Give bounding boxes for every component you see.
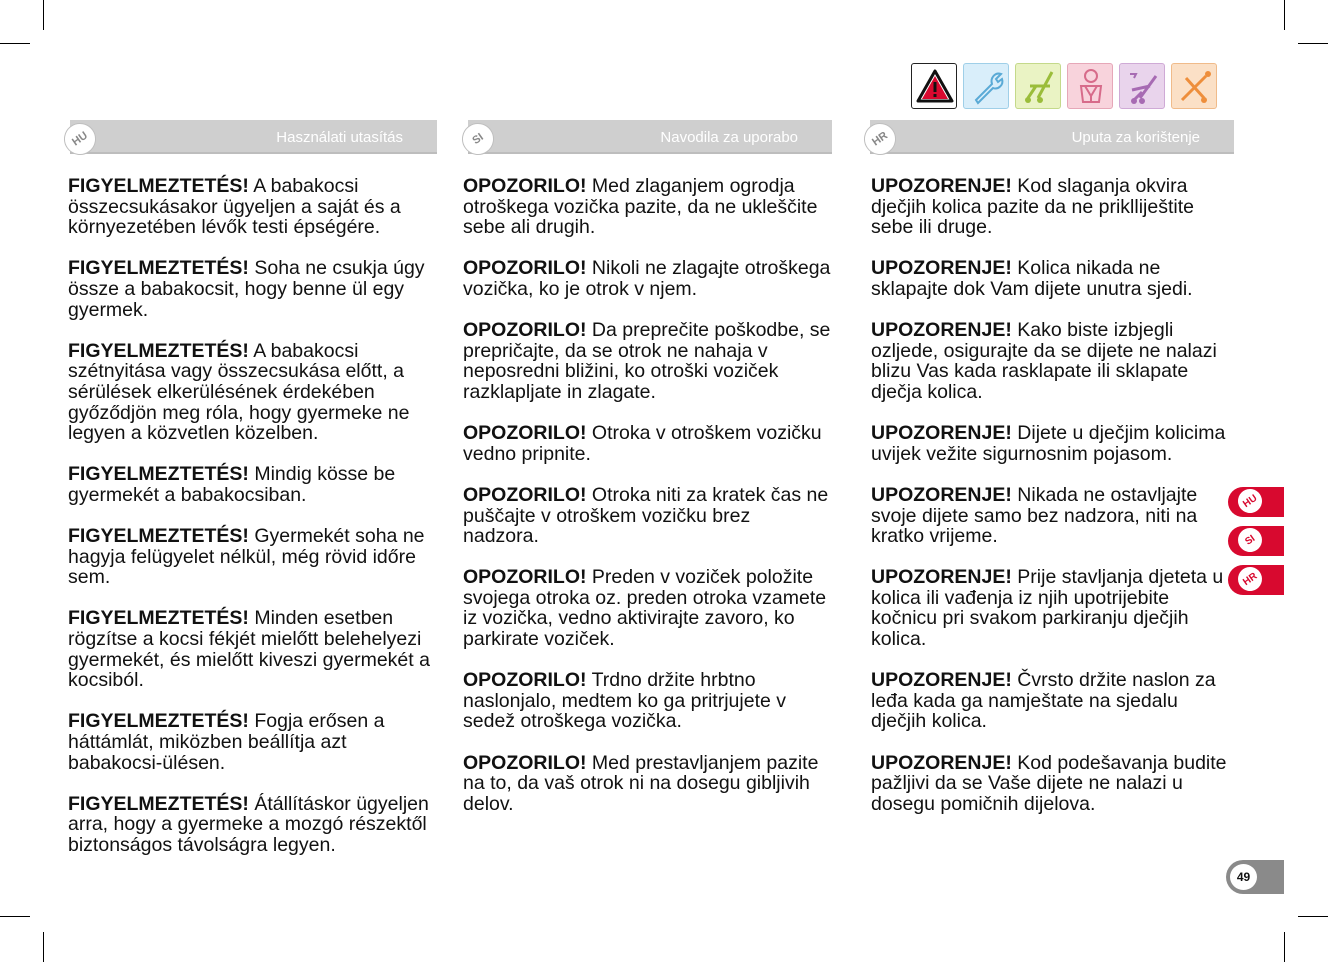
warning-label: OPOZORILO! [463,257,587,280]
warning-paragraph [463,567,831,649]
warning-text: Otroka v otroškem vozičku vedno pripnite. [463,422,822,465]
crop-mark [43,0,44,30]
warning-paragraph [871,753,1233,815]
column-title-si: Navodila za uporabo [660,129,798,146]
crop-mark [1298,43,1328,44]
column-header-si [468,120,832,154]
stroller-icon [1015,63,1061,109]
warning-paragraph [68,258,436,320]
side-tab-si[interactable] [1228,526,1284,556]
warning-text: Kako biste izbjegli ozljede, osigurajte da se dijete ne nalazi blizu Vas kada rasklapate ili sklapate dječja kolica. [871,319,1217,403]
warning-label: OPOZORILO! [463,483,587,506]
warning-label: FIGYELMEZTETÉS! [68,257,249,280]
warning-paragraph [68,608,436,690]
warning-paragraph [871,670,1233,732]
language-badge-si: SI [456,117,501,162]
warning-paragraph [871,320,1233,402]
warning-paragraph [871,567,1233,649]
warning-label: UPOZORENJE! [871,422,1012,445]
warning-label: OPOZORILO! [463,319,587,342]
warning-text: Átállításkor ügyeljen arra, hogy a gyermeke a mozgó részektől biztonságos távolságra legyen. [68,792,429,856]
warning-label: UPOZORENJE! [871,669,1012,692]
warning-text: Trdno držite hrbtno naslonjalo, medtem ko ga pritrjujete v sedež otroškega vozička. [463,669,786,733]
warning-label: OPOZORILO! [463,566,587,589]
crop-mark [1284,932,1285,962]
warning-text: Otroka niti za kratek čas ne puščajte v otroškem vozičku brez nadzora. [463,483,829,548]
warning-text: A babakocsi összecsukásakor ügyeljen a saját és a környezetében lévők testi épségére. [68,175,401,239]
child-harness-icon [1067,63,1113,109]
warning-text: Kod slaganja okvira dječjih kolica pazite da ne priklliještite sebe ili druge. [871,175,1194,239]
side-tab-hr[interactable] [1228,565,1284,595]
warning-label: OPOZORILO! [463,422,587,445]
warning-paragraph [463,423,831,464]
warning-text: Mindig kösse be gyermekét a babakocsiban. [68,463,396,506]
warning-paragraph [68,794,436,856]
warning-label: FIGYELMEZTETÉS! [68,463,249,486]
warning-text: A babakocsi szétnyitása vagy összecsukása előtt, a sérülések elkerülésének érdekében győződjön meg róla, hogy gyermeke ne legyen a közvetlen közelben. [68,339,410,445]
warning-paragraph [68,176,436,238]
warning-text: Minden esetben rögzítse a kocsi fékjét mielőtt belehelyezi gyermekét, és mielőtt kiveszi gyermekét a kocsiból. [68,607,430,692]
side-tab-hu[interactable] [1228,487,1284,517]
warning-icon [911,63,957,109]
warning-label: FIGYELMEZTETÉS! [68,792,249,815]
warning-text: Prije stavljanja djeteta u kolica ili vađenja iz njih upotrijebite kočnicu pri svakom parkiranju dječjih kolica. [871,566,1224,651]
warning-text: Čvrsto držite naslon za leđa kada ga namještate na sjedalu dječjih kolica. [871,669,1216,733]
language-badge-hu: HU [58,117,103,162]
warning-paragraph [68,341,436,444]
warning-text: Nikada ne ostavljajte svoje dijete samo bez nadzora, niti na kratko vrijeme. [871,483,1198,548]
warning-text: Gyermekét soha ne hagyja felügyelet nélkül, még rövid időre sem. [68,525,425,589]
warning-text: Med zlaganjem ogrodja otroškega vozička pazite, da ne ukleščite sebe ali drugih. [463,175,818,239]
column-text-si [463,176,831,835]
warning-text: Kod podešavanja budite pažljivi da se Vaše dijete ne nalazi u dosegu pomičnih dijelova. [871,751,1227,815]
warning-label: FIGYELMEZTETÉS! [68,175,249,197]
crop-mark [0,43,30,44]
warning-paragraph [463,485,831,547]
warning-text: Da preprečite poškodbe, se prepričajte, da se otrok ne nahaja v neposredni bližini, ko otroški voziček razklapljate in zlagate. [463,319,831,403]
warning-text: Kolica nikada ne sklapajte dok Vam dijete unutra sjedi. [871,257,1193,300]
column-title-hu: Használati utasítás [276,129,403,146]
warning-label: UPOZORENJE! [871,257,1012,280]
crop-mark [43,932,44,962]
warning-paragraph [463,320,831,402]
warning-text: Med prestavljanjem pazite na to, da vaš otrok ni na dosegu gibljivih delov. [463,751,819,815]
warning-paragraph [871,176,1233,238]
column-title-hr: Uputa za korištenje [1071,129,1200,146]
column-header-hu [70,120,437,154]
warning-label: UPOZORENJE! [871,566,1012,589]
warning-label: UPOZORENJE! [871,319,1012,342]
warning-text: Dijete u dječjim kolicima uvijek vežite sigurnosnim pojasom. [871,422,1226,465]
warning-label: FIGYELMEZTETÉS! [68,339,249,362]
language-badge-hr: HR [858,117,903,162]
warning-label: FIGYELMEZTETÉS! [68,710,249,733]
tools-icon [963,63,1009,109]
crop-mark [0,916,30,917]
warning-paragraph [68,464,436,505]
icon-strip [911,63,1217,109]
warning-label: FIGYELMEZTETÉS! [68,525,249,548]
warning-paragraph [463,753,831,815]
warning-paragraph [871,423,1233,464]
side-tab-label: HR [1233,562,1266,595]
stroller-carry-icon [1171,63,1217,109]
warning-paragraph [68,526,436,588]
warning-label: FIGYELMEZTETÉS! [68,607,249,630]
warning-label: UPOZORENJE! [871,751,1012,774]
warning-paragraph [871,485,1233,547]
column-header-hr [870,120,1234,154]
crop-mark [1284,0,1285,30]
warning-paragraph [463,176,831,238]
side-tab-label: SI [1233,523,1266,556]
warning-paragraph [871,258,1233,299]
warning-paragraph [463,670,831,732]
crop-mark [1298,916,1328,917]
warning-label: OPOZORILO! [463,669,587,692]
column-text-hr [871,176,1233,835]
warning-label: UPOZORENJE! [871,175,1012,197]
side-tab-label: HU [1233,484,1266,517]
warning-text: Soha ne csukja úgy össze a babakocsit, hogy benne ül egy gyermek. [68,257,425,321]
warning-text: Nikoli ne zlagajte otroškega vozička, ko je otrok v njem. [463,257,831,300]
warning-label: OPOZORILO! [463,175,587,197]
warning-text: Preden v voziček položite svojega otroka oz. preden otroka vzamete iz vozička, vedno aktivirajte zavoro, ko parkirate voziček. [463,566,827,651]
warning-paragraph [68,711,436,773]
warning-text: Fogja erősen a háttámlát, miközben beállítja azt babakocsi-ülésen. [68,710,385,774]
column-text-hu [68,176,436,876]
warning-label: OPOZORILO! [463,751,587,774]
warning-label: UPOZORENJE! [871,483,1012,506]
warning-paragraph [463,258,831,299]
page-number: 49 [1230,864,1257,890]
stroller-fold-icon [1119,63,1165,109]
page-number-tab [1226,860,1284,894]
